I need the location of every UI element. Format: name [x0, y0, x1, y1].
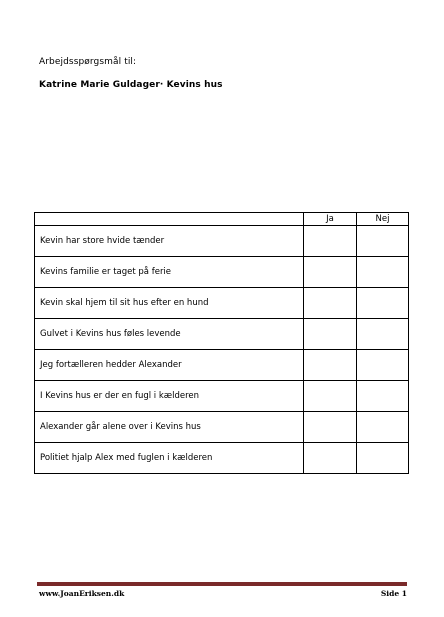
table-row	[35, 412, 409, 443]
answer-nej-cell[interactable]	[357, 381, 409, 412]
question-text: Kevin skal hjem til sit hus efter en hund	[35, 288, 304, 319]
header-nej: Nej	[357, 213, 409, 226]
question-table	[34, 212, 409, 474]
answer-ja-cell[interactable]	[304, 288, 357, 319]
table-row	[35, 226, 409, 257]
question-text: Kevins familie er taget på ferie	[35, 257, 304, 288]
table-row	[35, 443, 409, 474]
table-row	[35, 381, 409, 412]
answer-nej-cell[interactable]	[357, 226, 409, 257]
answer-nej-cell[interactable]	[357, 350, 409, 381]
question-text: Gulvet i Kevins hus føles levende	[35, 319, 304, 350]
table-row	[35, 350, 409, 381]
table-row	[35, 319, 409, 350]
answer-nej-cell[interactable]	[357, 288, 409, 319]
answer-ja-cell[interactable]	[304, 226, 357, 257]
page-footer	[39, 589, 407, 598]
answer-nej-cell[interactable]	[357, 257, 409, 288]
answer-ja-cell[interactable]	[304, 412, 357, 443]
question-text: Jeg fortælleren hedder Alexander	[35, 350, 304, 381]
footer-page-number: Side 1	[380, 589, 407, 598]
answer-ja-cell[interactable]	[304, 381, 357, 412]
footer-website-link[interactable]: www.JoanEriksen.dk	[39, 589, 125, 598]
question-text: Politiet hjalp Alex med fuglen i kælderen	[35, 443, 304, 474]
answer-nej-cell[interactable]	[357, 412, 409, 443]
answer-ja-cell[interactable]	[304, 319, 357, 350]
answer-ja-cell[interactable]	[304, 257, 357, 288]
answer-ja-cell[interactable]	[304, 350, 357, 381]
table-header-row	[35, 213, 409, 226]
answer-ja-cell[interactable]	[304, 443, 357, 474]
footer-divider	[37, 582, 407, 586]
question-text: Kevin har store hvide tænder	[35, 226, 304, 257]
answer-nej-cell[interactable]	[357, 319, 409, 350]
worksheet-subtitle: Katrine Marie Guldager· Kevins hus	[39, 80, 223, 90]
worksheet-title: Arbejdsspørgsmål til:	[39, 57, 137, 67]
answer-nej-cell[interactable]	[357, 443, 409, 474]
table-row	[35, 288, 409, 319]
table-row	[35, 257, 409, 288]
question-text: Alexander går alene over i Kevins hus	[35, 412, 304, 443]
question-text: I Kevins hus er der en fugl i kælderen	[35, 381, 304, 412]
header-ja: Ja	[304, 213, 357, 226]
header-question	[35, 213, 304, 226]
